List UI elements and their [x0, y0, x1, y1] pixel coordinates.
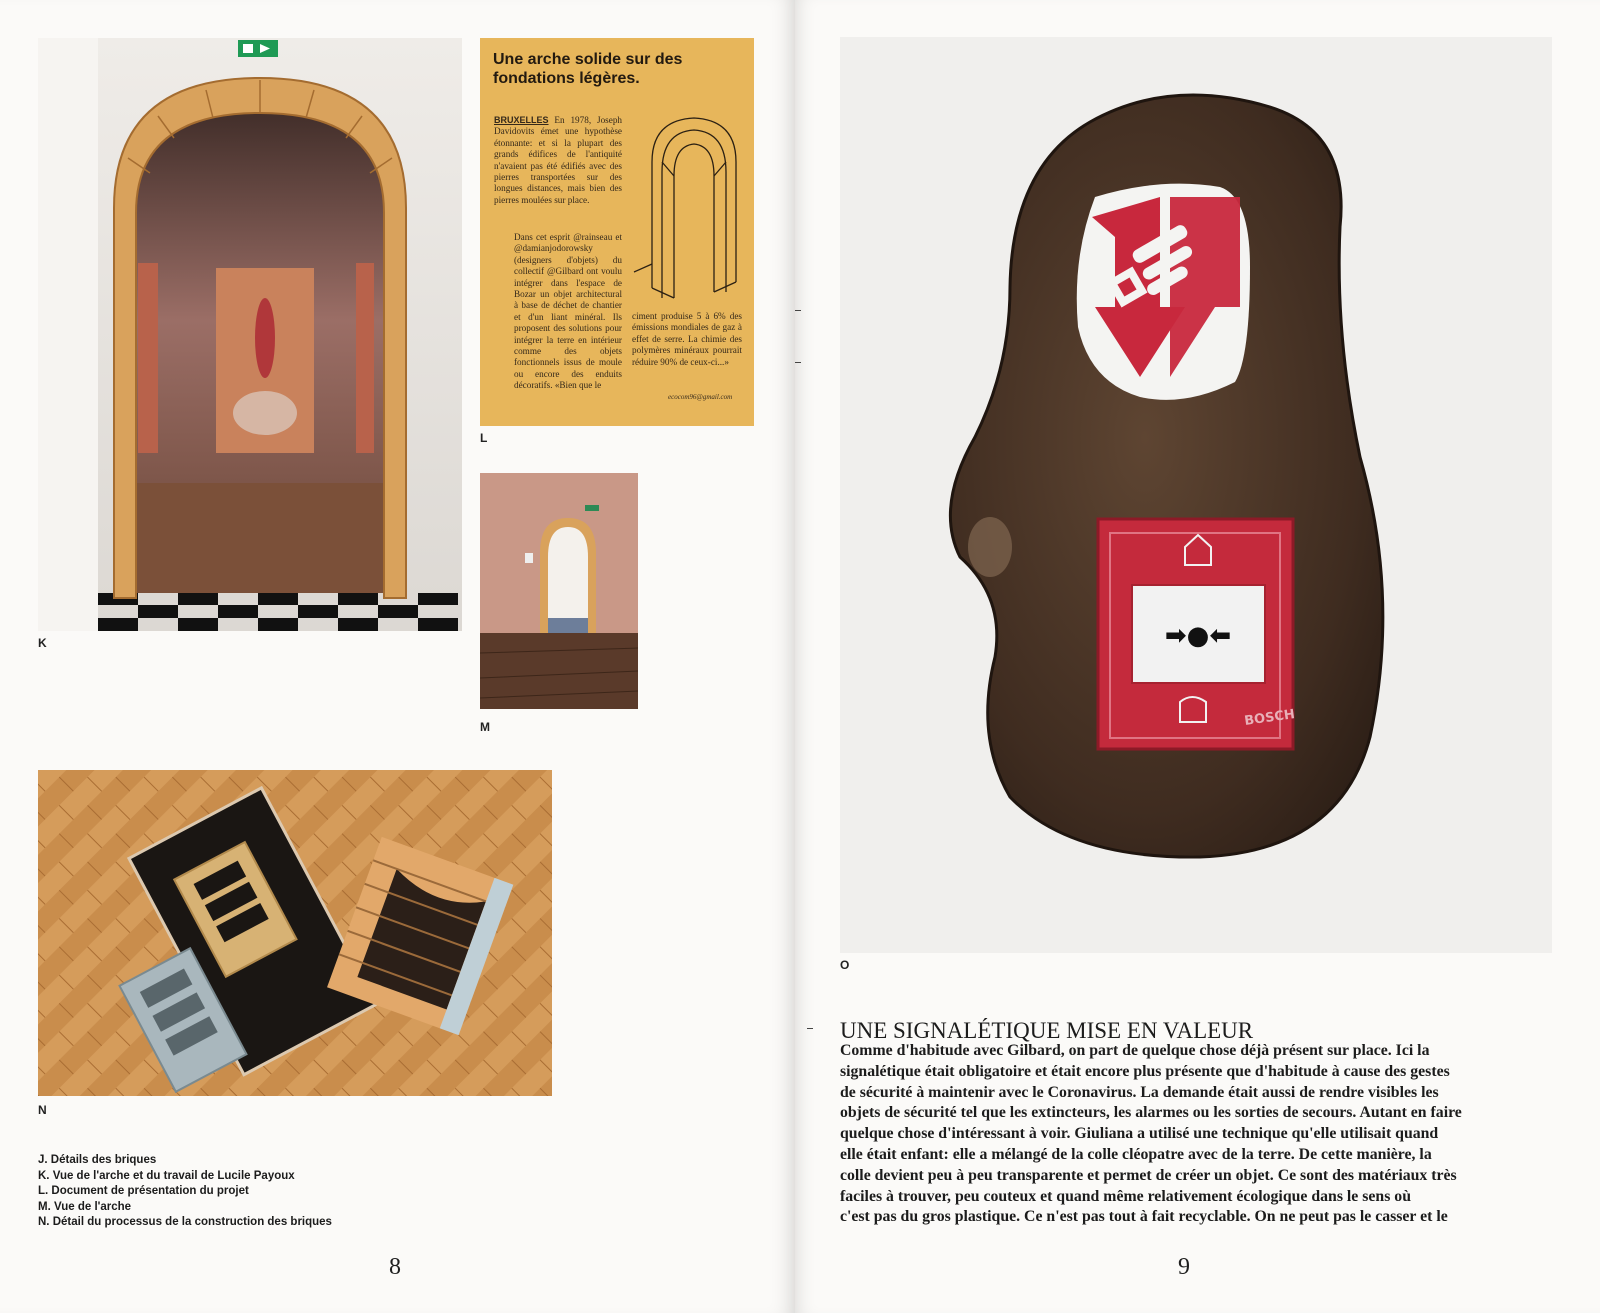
- article-title: UNE SIGNALÉTIQUE MISE EN VALEUR: [840, 1018, 1254, 1043]
- clipping-column-1: [494, 115, 622, 206]
- caption-n: N. Détail du processus de la construction des briques: [38, 1216, 332, 1228]
- figure-label-n: N: [38, 1103, 47, 1117]
- fire-alarm-call-point: [1098, 519, 1296, 749]
- article-line: quelque chose d'intéressant à voir. Giuliana a utilisé une technique qu'elle utilisait quand: [840, 1125, 1439, 1143]
- photo-k-arch: [38, 38, 462, 631]
- brick-process-illustration: [38, 770, 552, 1096]
- alarm-brand-label: BOSCH: [1243, 707, 1296, 729]
- article-line: faciles à trouver, peu couteux et quand même relativement écologique dans le sens où: [840, 1187, 1411, 1205]
- page-number-left: 8: [389, 1254, 401, 1280]
- caption-l: L. Document de présentation du projet: [38, 1185, 249, 1197]
- fire-alarm-illustration: [840, 37, 1552, 953]
- clipping-col1-text: En 1978, Joseph Davidovits émet une hypothèse étonnante: et si la plupart des grands édifices de l'antiquité n'avaient pas été édifiés avec des pierres transportées sur des longues distances, mais bien des pierres moulées sur place.: [494, 115, 623, 205]
- clipping-column-3: ciment produise 5 à 6% des émissions mondiales de gaz à effet de serre. La chimie des polymères minéraux pourrait réduire 90% de ceux-ci...»: [632, 311, 742, 367]
- photo-o-fire-alarm: [840, 37, 1552, 953]
- arch-illustration: [38, 38, 462, 631]
- article-line: c'est pas du gros plastique. Ce n'est pas tout à fait recyclable. On ne peut pas le casser et le: [840, 1208, 1448, 1226]
- caption-m: M. Vue de l'arche: [38, 1200, 132, 1213]
- arch-sketch-drawing: [632, 112, 744, 308]
- clipping-dateline: BRUXELLES: [494, 115, 549, 125]
- hand-pressing-alarm-pictogram-icon: [1077, 184, 1250, 400]
- article-body: [840, 1041, 1562, 1228]
- article-line: objets de sécurité tel que les extincteurs, les alarmes ou les sorties de secours. Autant en faire: [840, 1104, 1462, 1122]
- gutter-mark: [795, 362, 801, 363]
- clipping-column-2: Dans cet esprit @rainseau et @damianjodorowsky (designers d'objets) du collectif @Gilbard ont voulu intégrer dans l'espace de Bozar un objet architectural à base de déchet de chantier et d'un liant minéral. Ils proposent des solutions pour intégrer la terre en intérieur comme des objets fonctionnels issus de moule ou encore des enduits décoratifs. «Bien que le: [514, 232, 622, 391]
- left-page: [0, 0, 795, 1313]
- alarm-arrows-symbol: ➡●⬅: [1164, 621, 1232, 651]
- article-line: colle devient peu à peu transparente et permet de créer un objet. Ce sont des matériaux très: [840, 1166, 1457, 1184]
- article-line: elle était enfant: elle a mélangé de la colle cléopatre avec de la terre. De cette manière, la: [840, 1145, 1432, 1163]
- clipping-email: ecocom96@gmail.com: [668, 393, 733, 401]
- gutter-mark: [795, 310, 801, 311]
- figure-label-o: O: [840, 958, 850, 972]
- article-line: signalétique était obligatoire et était encore plus présente que d'habitude à cause des gestes: [840, 1062, 1450, 1080]
- clipping-headline: Une arche solide sur des fondations légères.: [493, 51, 683, 87]
- arch-view-illustration: [480, 473, 638, 709]
- figure-label-k: K: [38, 636, 47, 650]
- document-clipping-l: [480, 38, 754, 426]
- gutter-mark: [807, 1028, 813, 1029]
- figure-label-m: M: [480, 720, 490, 734]
- caption-j: J. Détails des briques: [38, 1154, 157, 1166]
- right-page: [795, 0, 1600, 1313]
- photo-m-arch-view: [480, 473, 638, 709]
- article-line: Comme d'habitude avec Gilbard, on part de quelque chose déjà présent sur place. Ici la: [840, 1042, 1430, 1059]
- figure-captions: [38, 1153, 598, 1231]
- caption-k: K. Vue de l'arche et du travail de Lucile Payoux: [38, 1169, 295, 1182]
- article-line: de sécurité à maintenir avec le Coronavirus. La demande était aussi de rendre visibles les: [840, 1083, 1439, 1101]
- photo-n-brick-process: [38, 770, 552, 1096]
- page-number-right: 9: [1178, 1254, 1190, 1280]
- figure-label-l: L: [480, 431, 488, 445]
